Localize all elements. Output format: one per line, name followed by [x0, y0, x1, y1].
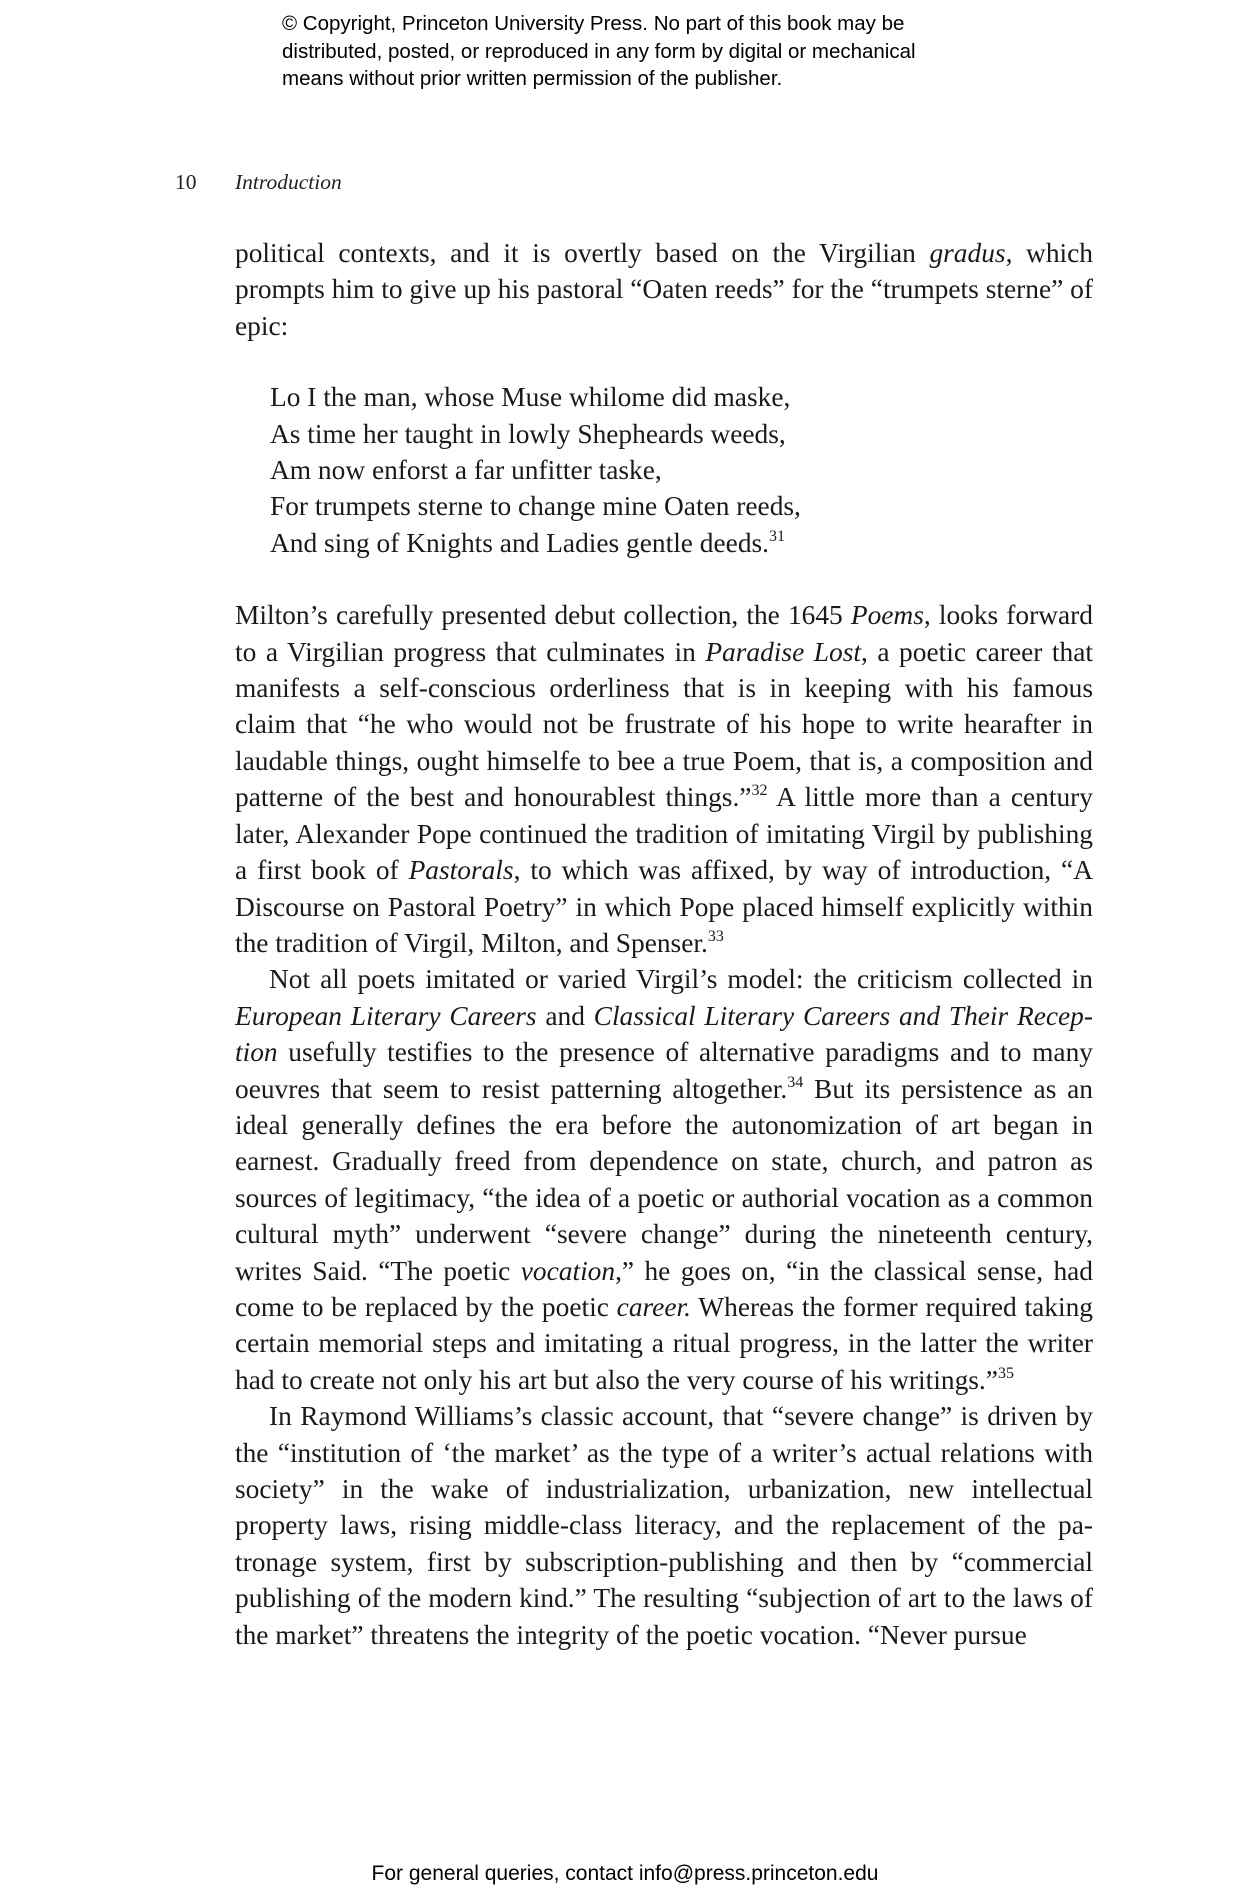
- italic-title: European Literary Careers: [235, 1000, 537, 1031]
- text-run: But its persistence as an ideal generally defines the era before the autonomization of art began in earnest. Gradually freed from dependence on state, church, and patron as sources of legitimacy, “the idea of a poetic or authorial vocation as a common cultural myth” underwent “severe change” during the nineteenth century, writes Said. “The poetic: [235, 1073, 1093, 1286]
- copyright-line: distributed, posted, or reproduced in any form by digital or mechanical: [282, 39, 916, 63]
- copyright-line: means without prior written permission of the publisher.: [282, 67, 783, 90]
- text-run: , looks forward to a Virgilian progress that culminates in: [235, 600, 1093, 667]
- footer-contact: For general queries, contact info@press.princeton.edu: [371, 1862, 879, 1885]
- text-run: , to which was affixed, by way of introduction, “A Discourse on Pastoral Poetry” in which Pope placed himself explicitly within the tradition of Virgil, Milton, and Spenser.: [235, 855, 1093, 958]
- italic-title: Pastorals: [408, 855, 514, 886]
- verse-line-last: [270, 525, 1093, 561]
- italic-title: Classical Literary Careers and Their Reception: [235, 1000, 1093, 1068]
- italic-title: Paradise Lost: [705, 636, 861, 667]
- text-run: A little more than a century later, Alexander Pope continued the tradition of imitating Virgil by publishing a first book of: [235, 782, 1094, 886]
- text-run: , which prompts him to give up his pastoral “Oaten reeds” for the “trumpets sterne” of epic:: [235, 238, 1093, 341]
- text-run: and: [536, 1000, 594, 1031]
- paragraph-2: [235, 597, 1093, 961]
- text-run: usefully testifies to the presence of alternative paradigms and to many oeuvres that seem to resist patterning altogether.: [235, 1037, 1093, 1104]
- footnote-ref[interactable]: 34: [787, 1073, 804, 1091]
- verse-line: For trumpets sterne to change mine Oaten reeds,: [270, 491, 801, 522]
- copyright-line: © Copyright, Princeton University Press. No part of this book may be: [282, 12, 905, 35]
- page-number: 10: [175, 170, 197, 194]
- paragraph-1: [235, 235, 1093, 344]
- verse-line: Am now enforst a far unfitter taske,: [270, 455, 662, 486]
- verse-line: As time her taught in lowly Shepheards weeds,: [270, 418, 786, 449]
- footnote-ref[interactable]: 35: [997, 1364, 1014, 1382]
- text-run: ,” he goes on, “in the classical sense, had come to be replaced by the poetic: [235, 1255, 1093, 1322]
- text-run: political contexts, and it is overtly based on the Virgilian: [235, 238, 930, 268]
- footnote-ref[interactable]: 32: [751, 782, 768, 800]
- verse-line: Lo I the man, whose Muse whilome did maske,: [270, 382, 791, 413]
- block-quote-verse: [270, 379, 1093, 561]
- footnote-ref[interactable]: 31: [769, 527, 786, 545]
- italic-term: vocation: [520, 1255, 616, 1286]
- text-run: , a poetic career that manifests a self-conscious orderliness that is in keeping with his famous claim that “he who would not be frustrate of his hope to write hearafter in laudable things, ought himselfe to bee a true Poem, that is, a composition and patterne of the best and honourablest things.”: [235, 636, 1093, 813]
- italic-title: Poems: [850, 600, 924, 631]
- text-run: Whereas the former required taking certain memorial steps and imitating a ritual progress, in the latter the writer had to create not only his art but also the very course of his writings.”: [235, 1291, 1094, 1395]
- italic-term: career.: [616, 1291, 691, 1322]
- copyright-notice: [282, 10, 1042, 93]
- text-run: Not all poets imitated or varied Virgil’s model: the criticism collected in: [269, 964, 1093, 995]
- running-head-title: Introduction: [235, 170, 342, 194]
- paragraph-4: In Raymond Williams’s classic account, that “severe change” is driven by the “institution of ‘the market’ as the type of a writer’s actual relations with society” in the wake of industrialization, urbanization, new intellectual property laws, rising middle-class literacy, and the replacement of the patronage system, first by subscription-publishing and then by “commercial publishing of the modern kind.” The resulting “subjection of art to the laws of the market” threatens the integrity of the poetic vocation. “Never pursue: [235, 1401, 1093, 1650]
- footnote-ref[interactable]: 33: [707, 927, 724, 945]
- text-run: Milton’s carefully presented debut collection, the 1645: [235, 600, 851, 631]
- italic-term: gradus: [929, 238, 1006, 268]
- body-text: [235, 235, 1093, 1653]
- verse-line-text: And sing of Knights and Ladies gentle deeds.: [270, 527, 770, 558]
- paragraph-3: [235, 961, 1093, 1398]
